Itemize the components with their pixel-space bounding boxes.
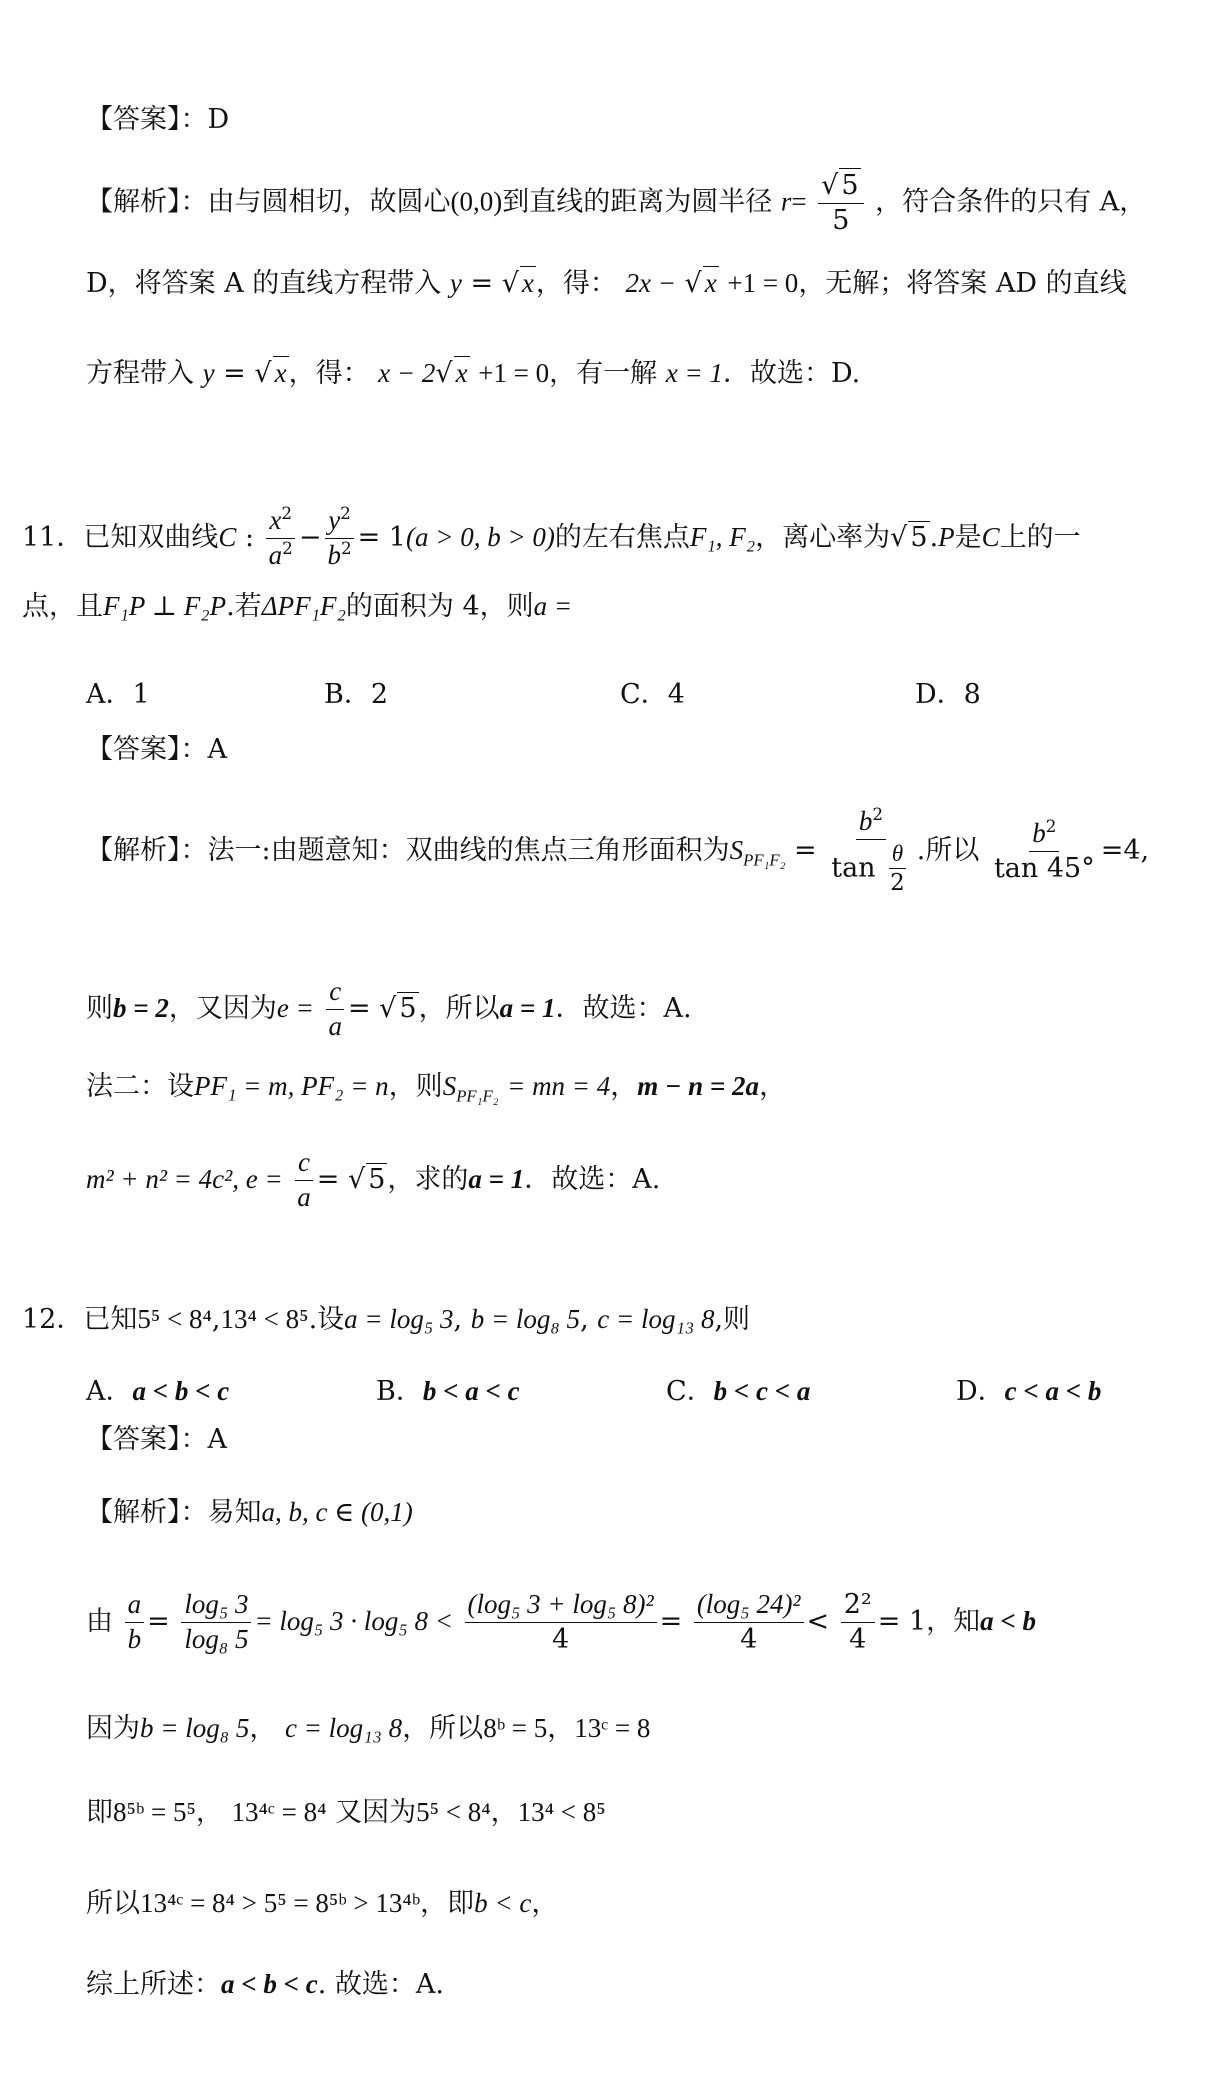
- q12-answer-line: 【答案】：A: [86, 1424, 227, 1455]
- q12-analysis-line-5: 所以13⁴ᶜ = 8⁴ > 5⁵ = 8⁵ᵇ > 13⁴ᵇ，即b < c，: [86, 1888, 559, 1919]
- q11-option-c: C．4: [620, 679, 685, 710]
- q10-answer-line: [86, 104, 229, 136]
- q12-analysis-line-3: 因为b = log₈ 5， c = log₁₃ 8，所以8ᵇ = 5，13ᶜ = 8: [86, 1713, 651, 1744]
- q12-analysis-line-2: 由 $\frac{a}{b}$ = $\frac{\text{log₅ 3}}{\text{log₈ 5}}$ = log₅ 3 · log₅ 8 < $\frac{\text{(log₅ 3 + log₅ 8)²}}{4}$ = $\frac{\text{(log₅ 24)²}}{4}$ < $\frac{\text{2²}}{4}$ = 1，知a < b: [86, 1589, 1037, 1655]
- q12-option-b: B．b < a < c: [376, 1376, 520, 1407]
- radius-fraction: $\frac{√ 5}{5}$: [818, 168, 863, 238]
- analysis-label: 【解析】：: [86, 186, 208, 218]
- q12-analysis-line-6: 综上所述：a < b < c. 故选：A.: [86, 1969, 445, 2000]
- y2-over-b2: $\frac{y^2}{b^2}$: [324, 504, 354, 573]
- q10-analysis-line-1: 【解析】：由与圆相切，故圆心(0,0)到直线的距离为圆半径 r= $\frac{√ 5}{5}$ ，符合条件的只有 A，: [86, 170, 1147, 236]
- q11-option-b: B．2: [324, 679, 389, 710]
- q12-option-d: D．c < a < b: [956, 1376, 1102, 1407]
- q10-analysis-line-3: 方程带入 y = √ x，得： x − 2√ x +1 = 0，有一解 x = 1．故选：D.: [86, 358, 861, 389]
- q11-answer-line: 【答案】：A: [86, 734, 227, 765]
- x2-over-a2: $\frac{x^2}{a^2}$: [266, 504, 296, 573]
- b2-over-tan45: $\frac{b^2}{\tan 45^\circ}$: [993, 816, 1095, 885]
- q12-stem: 12．已知5⁵ < 8⁴,13⁴ < 8⁵.设a = log₅ 3, b = log₈ 5, c = log₁₃ 8,则: [22, 1304, 751, 1335]
- q12-option-c: C．b < c < a: [666, 1376, 811, 1407]
- q11-method1-line-1: 【解析】：法一:由题意知：双曲线的焦点三角形面积为$S_{PF_1F_2}$ = $b^2$ tan $\frac{\theta}{2}$ .所以 $\frac{b^2}{\tan 45^\circ}$ =4,: [86, 804, 1150, 897]
- b2-over-tan-theta-half: $b^2$ tan $\frac{\theta}{2}$: [831, 804, 905, 897]
- answer-value: D: [207, 104, 230, 135]
- q11-stem-line-2: 点，且F₁P ⊥ F₂P.若ΔPF₁F₂的面积为 4，则a =: [22, 591, 573, 622]
- q11-method2-line-1: 法二：设PF₁ = m, PF₂ = n，则$S_{PF_1F_2}$ = mn = 4，m − n = 2a，: [86, 1071, 787, 1106]
- answer-label: 【答案】：: [86, 104, 208, 135]
- q12-option-a: A．a < b < c: [86, 1376, 230, 1407]
- c-over-a: $\frac{c}{a}$: [325, 975, 345, 1044]
- q12-analysis-line-1: 【解析】：易知a, b, c ∈ (0,1): [86, 1497, 413, 1528]
- q11-method2-line-2: m² + n² = 4c², e = $\frac{c}{a}$ = √ 5，求的a = 1．故选：A.: [86, 1147, 661, 1212]
- q11-option-a: A．1: [86, 679, 150, 710]
- question-number: 11．: [22, 521, 84, 553]
- q11-option-d: D．8: [915, 679, 981, 710]
- q11-stem-line-1: 11．已知双曲线C : $\frac{x^2}{a^2}$ − $\frac{y^2}{b^2}$ = 1(a > 0, b > 0)的左右焦点F₁, F₂，离心率为√ 5.P是C上的一: [22, 504, 1081, 573]
- q12-analysis-line-4: 即8⁵ᵇ = 5⁵， 13⁴ᶜ = 8⁴ 又因为5⁵ < 8⁴，13⁴ < 8⁵: [86, 1797, 606, 1828]
- q10-analysis-line-2: D，将答案 A 的直线方程带入 y = √ x，得： 2x − √ x +1 = 0，无解；将答案 AD 的直线: [86, 268, 1127, 299]
- q11-method1-line-2: 则b = 2，又因为e = $\frac{c}{a}$ = √ 5，所以a = 1．故选：A.: [86, 975, 692, 1044]
